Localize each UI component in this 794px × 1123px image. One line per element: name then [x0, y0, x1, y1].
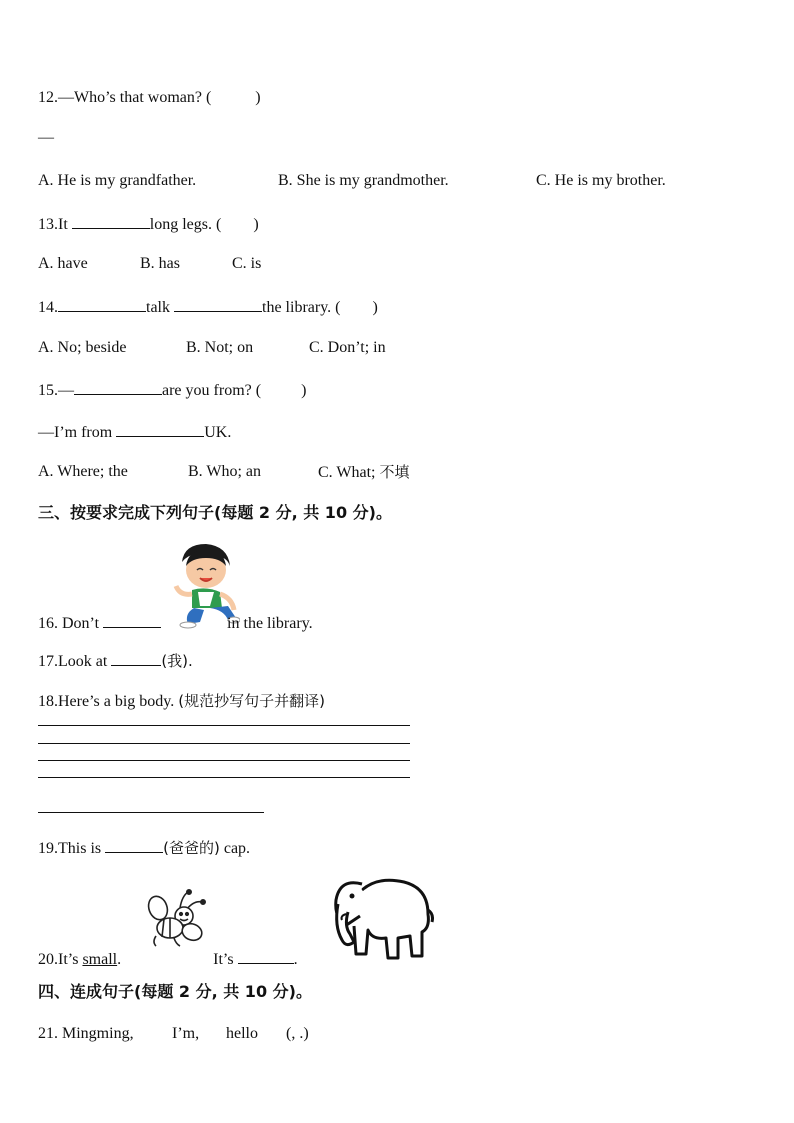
q13-blank[interactable]: [72, 213, 150, 229]
question-18: [38, 691, 325, 712]
q20-blank[interactable]: [238, 948, 294, 964]
q13-prefix: 13.It: [38, 216, 68, 233]
q15-answer-prefix: —I’m from: [38, 424, 113, 441]
q12-answer-dash: —: [38, 129, 54, 146]
q13-close: ): [253, 216, 259, 233]
q15-option-a: A. Where; the: [38, 463, 128, 480]
q15-option-c-text: C. What;: [318, 464, 376, 481]
q15-prefix: 15.—: [38, 382, 74, 399]
q17-prefix: 17.Look at: [38, 653, 108, 670]
q18-hint: (规范抄写句子并翻译): [178, 692, 325, 710]
elephant-icon: [332, 870, 434, 964]
q21-word-2: I’m,: [172, 1025, 200, 1042]
q15-answer-suffix: UK.: [204, 424, 232, 441]
q14-mid: talk: [146, 299, 170, 316]
bee-icon: [146, 888, 210, 950]
q12-stem: 12.—Who’s that woman? (: [38, 89, 212, 106]
q20-small: small: [82, 951, 118, 968]
q18-prefix: 18.Here’s a big body.: [38, 693, 175, 710]
writing-line-4[interactable]: [38, 777, 410, 778]
question-13: [38, 213, 259, 235]
q19-blank[interactable]: [105, 837, 163, 853]
q20-second: It’s: [213, 951, 234, 968]
q13-suffix: long legs.: [149, 216, 212, 233]
writing-line-1[interactable]: [38, 725, 410, 726]
q15-blank-1[interactable]: [74, 379, 162, 395]
q15-option-b: B. Who; an: [188, 463, 262, 480]
q20-end: .: [293, 951, 298, 968]
q13-option-c: C. is: [232, 255, 262, 272]
writing-line-3[interactable]: [38, 760, 410, 761]
question-16: [38, 612, 313, 634]
q17-hint: (我).: [161, 652, 193, 670]
q14-prefix: 14.: [38, 299, 58, 316]
writing-line-5[interactable]: [38, 812, 264, 813]
question-12: [38, 88, 261, 108]
q16-blank[interactable]: [103, 612, 161, 628]
q21-word-3: hello: [226, 1025, 258, 1042]
q15-option-c-zh: 不填: [379, 463, 410, 481]
question-19: [38, 837, 250, 859]
q14-paren: (: [335, 299, 341, 316]
q20-prefix: 20.It’s: [38, 951, 79, 968]
q12-option-b: B. She is my grandmother.: [278, 172, 449, 189]
q16-prefix: 16. Don’t: [38, 615, 100, 632]
q14-blank-2[interactable]: [174, 296, 262, 312]
q13-paren: (: [216, 216, 222, 233]
q12-option-c: C. He is my brother.: [536, 172, 666, 189]
question-20: [38, 948, 298, 970]
q14-suffix: the library.: [262, 299, 332, 316]
question-17: [38, 650, 193, 672]
q13-option-a: A. have: [38, 255, 88, 272]
writing-line-2[interactable]: [38, 743, 410, 744]
q14-option-c: C. Don’t; in: [309, 339, 386, 356]
q12-option-a: A. He is my grandfather.: [38, 172, 197, 189]
q19-suffix: cap.: [223, 840, 251, 857]
q19-hint: (爸爸的): [163, 839, 220, 857]
question-15: [38, 379, 306, 401]
q15-close: ): [301, 382, 307, 399]
q16-suffix: in the library.: [227, 615, 313, 632]
question-14: [38, 296, 378, 318]
q15-blank-2[interactable]: [116, 421, 204, 437]
q17-blank[interactable]: [111, 650, 161, 666]
q21-punctuation: (, .): [286, 1025, 309, 1042]
q21-word-1: 21. Mingming,: [38, 1025, 134, 1042]
q14-close: ): [372, 299, 378, 316]
q15-option-c: [318, 462, 410, 483]
q15-answer: [38, 421, 231, 443]
q15-suffix: are you from? (: [162, 382, 262, 399]
section-3-heading: 三、按要求完成下列句子(每题 2 分, 共 10 分)。: [38, 503, 392, 522]
q20-dot: .: [117, 951, 122, 968]
q12-close: ): [255, 89, 261, 106]
q14-blank-1[interactable]: [58, 296, 146, 312]
q14-option-a: A. No; beside: [38, 339, 127, 356]
section-4-heading: 四、连成句子(每题 2 分, 共 10 分)。: [38, 982, 312, 1001]
q14-option-b: B. Not; on: [186, 339, 254, 356]
q13-option-b: B. has: [140, 255, 180, 272]
q19-prefix: 19.This is: [38, 840, 102, 857]
